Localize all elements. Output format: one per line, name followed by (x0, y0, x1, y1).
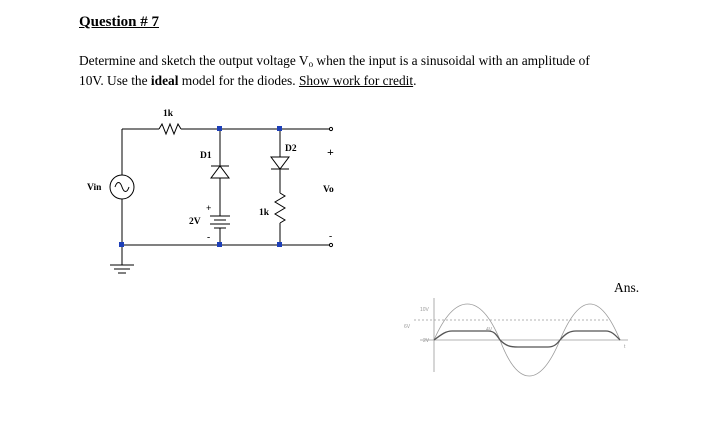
answer-label: Ans. (614, 280, 640, 295)
sketch-label-4v: 4V (486, 327, 493, 333)
sketch-label-2v: 2V (423, 338, 430, 344)
problem-line2-period: . (413, 72, 417, 88)
output-minus: - (329, 232, 333, 242)
battery-label: 2V (189, 217, 201, 227)
vin-label: Vin (87, 183, 102, 193)
d1-label: D1 (200, 151, 212, 161)
sketch-label-t: t (624, 344, 626, 350)
problem-line1-end: when the input is a sinusoidal with an amplitude of (313, 53, 590, 68)
d2-label: D2 (285, 144, 297, 154)
battery-plus: + (206, 204, 212, 214)
sketch-label-10v: 10V (420, 307, 429, 313)
vo-subscript: o (308, 59, 314, 69)
battery-minus: - (207, 233, 211, 243)
r2-label: 1k (259, 208, 270, 218)
output-plus: + (327, 145, 334, 159)
vo-label: Vo (323, 185, 334, 195)
problem-line1-start: Determine and sketch the output voltage V (79, 53, 309, 68)
r1-label: 1k (163, 109, 174, 119)
problem-line2-start: 10V. Use the (79, 72, 151, 88)
sketch-label-6v: 6V (404, 324, 411, 330)
question-heading: Question # 7 (79, 14, 160, 30)
show-work-note: Show work for credit (298, 72, 414, 88)
sketch-output-wave (434, 331, 620, 347)
ideal-emphasis: ideal (150, 72, 179, 88)
problem-line2-middle: model for the diodes. (178, 72, 299, 88)
